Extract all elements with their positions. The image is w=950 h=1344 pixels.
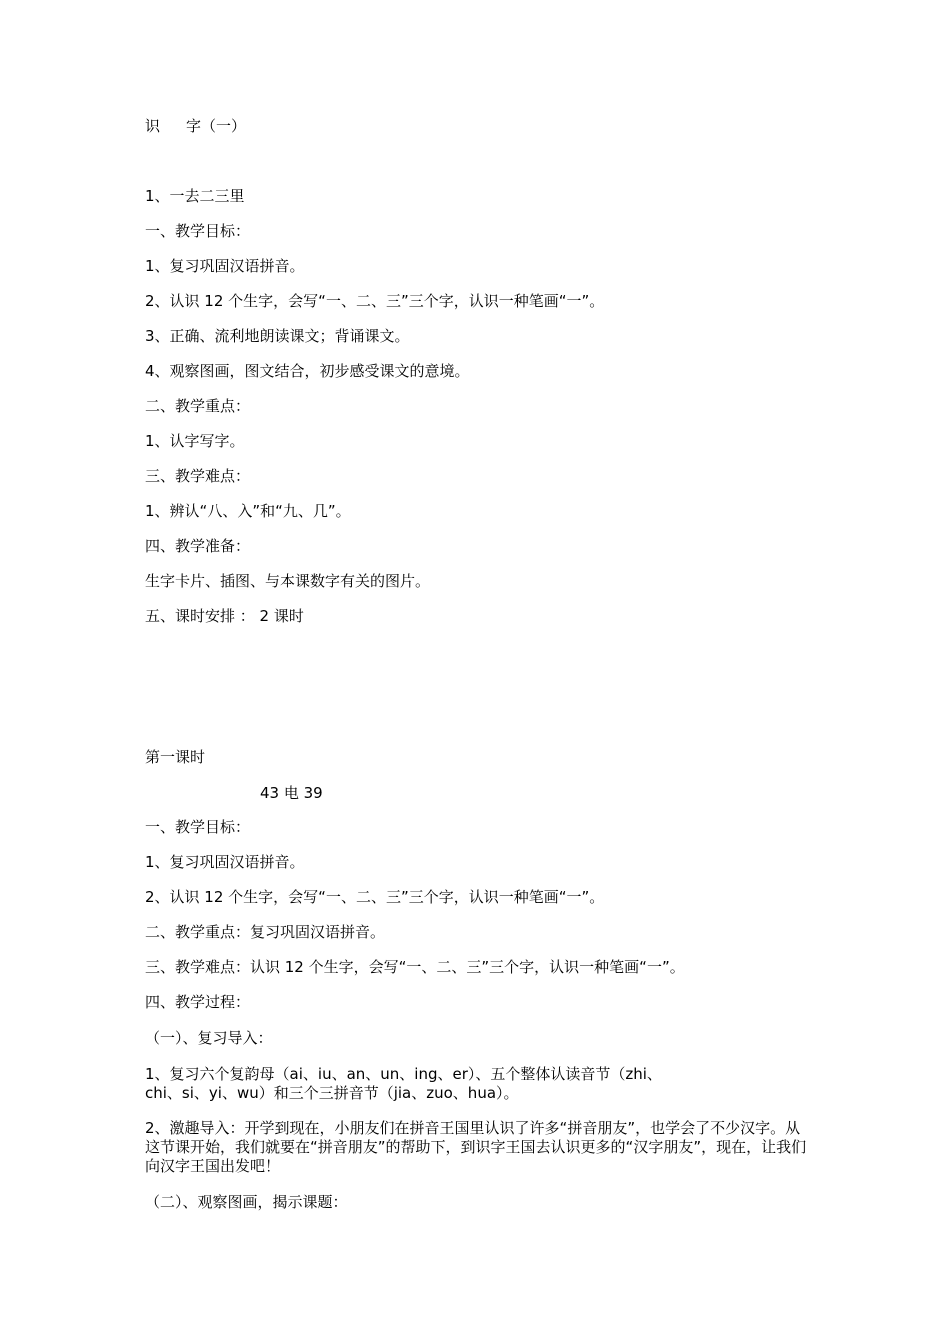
preparation-text: 生字卡片、插图、与本课数字有关的图片。	[145, 572, 431, 590]
title-part-1: 识	[145, 117, 161, 135]
process-heading: 四、教学过程：	[145, 993, 251, 1011]
period-difficulty: 三、教学难点：认识 12 个生字，会写“一、二、三”三个字，认识一种笔画“一”。	[145, 958, 685, 976]
period-heading: 第一课时	[145, 748, 206, 766]
step1-item-2: 2、激趣导入：开学到现在，小朋友们在拼音王国里认识了许多“拼音朋友”，也学会了不少汉字。从这节课开始，我们就要在“拼音朋友”的帮助下，到识字王国去认识更多的“汉字朋友”，现在，让我们向汉字王国出发吧！	[145, 1119, 807, 1175]
goal-item-2: 2、认识 12 个生字，会写“一、二、三”三个字，认识一种笔画“一”。	[145, 292, 605, 310]
period-key-point: 二、教学重点：复习巩固汉语拼音。	[145, 923, 386, 941]
preparation-heading: 四、教学准备：	[145, 537, 251, 555]
title-part-2: 字（一）	[186, 117, 247, 135]
document-title	[145, 116, 246, 136]
period-goals-heading: 一、教学目标：	[145, 818, 251, 836]
goal-item-4: 4、观察图画，图文结合，初步感受课文的意境。	[145, 362, 470, 380]
lesson-heading: 1、一去二三里	[145, 187, 245, 205]
key-point-1: 1、认字写字。	[145, 432, 245, 450]
goal-item-3: 3、正确、流利地朗读课文；背诵课文。	[145, 327, 410, 345]
difficulty-1: 1、辨认“八、入”和“九、几”。	[145, 502, 351, 520]
period-goal-1: 1、复习巩固汉语拼音。	[145, 853, 305, 871]
key-points-heading: 二、教学重点：	[145, 397, 251, 415]
goals-heading: 一、教学目标：	[145, 222, 251, 240]
step2-heading: （二）、观察图画，揭示课题：	[145, 1193, 348, 1211]
schedule-line: 五、课时安排 ： 2 课时	[145, 607, 304, 625]
step1-heading: （一）、复习导入：	[145, 1029, 273, 1047]
step1-item-1: 1、复习六个复韵母（ai、iu、an、un、ing、er）、五个整体认读音节（zhi、chi、si、yi、wu）和三个三拼音节（jia、zuo、hua）。	[145, 1065, 662, 1102]
period-goal-2: 2、认识 12 个生字，会写“一、二、三”三个字，认识一种笔画“一”。	[145, 888, 605, 906]
difficulty-heading: 三、教学难点：	[145, 467, 251, 485]
goal-item-1: 1、复习巩固汉语拼音。	[145, 257, 305, 275]
period-note: 43 电 39	[260, 784, 323, 802]
